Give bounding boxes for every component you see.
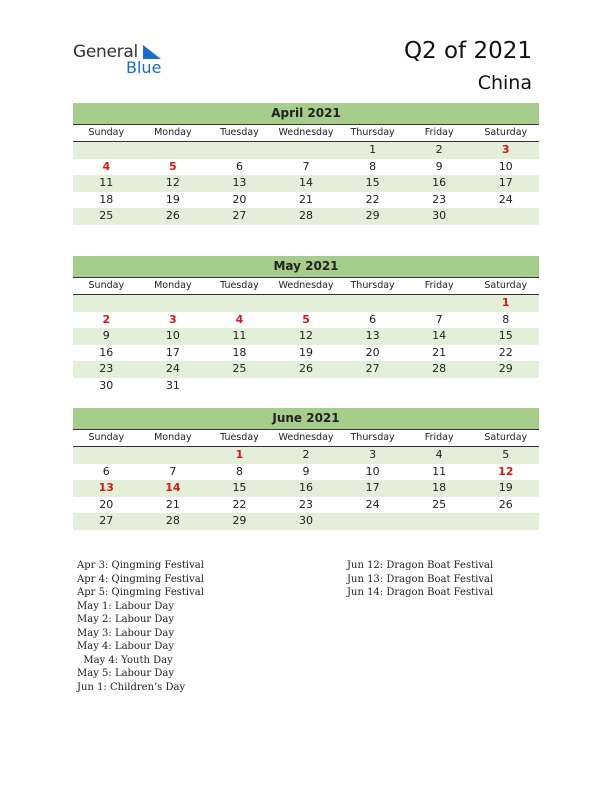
holiday-entry: May 4: Labour Day: [77, 641, 174, 652]
day-cell: 25: [99, 209, 114, 222]
week-row: [73, 159, 539, 176]
day-cell: 28: [165, 514, 180, 527]
weekday-label: Thursday: [350, 432, 395, 443]
day-cell: 11: [232, 329, 247, 342]
day-cell: 15: [365, 176, 380, 189]
day-cell: 8: [502, 312, 510, 326]
day-cell: [273, 378, 340, 395]
day-cell: 30: [99, 378, 114, 392]
day-cell: 3: [369, 448, 377, 461]
day-cell: 24: [498, 192, 513, 206]
day-cell: 18: [432, 481, 447, 494]
weekday-label: Saturday: [484, 127, 528, 138]
day-cell: 13: [232, 176, 247, 189]
month-calendar: [73, 256, 539, 394]
holiday-list-left: [77, 559, 204, 694]
day-cell: 14: [165, 481, 181, 494]
week-row: [73, 513, 539, 530]
day-cell: [206, 378, 273, 395]
day-cell: [273, 142, 340, 159]
day-cell: 26: [299, 362, 314, 375]
day-cell: 20: [365, 345, 380, 359]
day-cell: 21: [165, 497, 180, 511]
day-cell: 30: [299, 514, 314, 527]
weekday-label: Tuesday: [220, 127, 259, 138]
weekday-label: Sunday: [88, 280, 125, 291]
week-row: [73, 328, 539, 345]
day-cell: 10: [365, 464, 380, 478]
month-calendar: [73, 103, 539, 225]
day-cell: 21: [299, 192, 314, 206]
holiday-entry: May 3: Labour Day: [77, 627, 174, 639]
day-cell: [73, 142, 140, 159]
month-title: April 2021: [73, 103, 539, 125]
day-cell: 22: [498, 345, 513, 359]
day-cell: 5: [502, 448, 510, 461]
weekday-label: Friday: [424, 127, 454, 138]
day-cell: 9: [102, 329, 110, 342]
week-row: [73, 142, 539, 159]
weekday-label: Sunday: [88, 432, 125, 443]
day-cell: 26: [498, 497, 513, 511]
day-cell: 17: [498, 176, 513, 189]
day-cell: 6: [235, 159, 243, 173]
day-cell: 1: [369, 143, 377, 156]
weekday-label: Wednesday: [278, 280, 334, 291]
day-cell: 20: [232, 192, 247, 206]
weekday-label: Sunday: [88, 127, 125, 138]
day-cell: 27: [365, 362, 380, 375]
day-cell: 16: [299, 481, 314, 494]
weekday-label: Thursday: [350, 127, 395, 138]
day-cell: 5: [169, 159, 177, 173]
day-cell: 29: [498, 362, 513, 375]
weekday-label: Saturday: [484, 432, 528, 443]
day-cell: 17: [365, 481, 380, 494]
day-cell: 21: [432, 345, 447, 359]
holiday-entry: Apr 4: Qingming Festival: [77, 573, 204, 585]
day-cell: 3: [169, 312, 177, 326]
weekday-label: Saturday: [484, 280, 528, 291]
country-label: China: [477, 72, 532, 94]
day-cell: 16: [99, 345, 114, 359]
weekday-label: Monday: [154, 280, 192, 291]
weekday-label: Tuesday: [220, 432, 259, 443]
holiday-list-right: [347, 559, 493, 600]
day-cell: 12: [498, 464, 514, 478]
month-calendar: [73, 408, 539, 530]
week-row: [73, 192, 539, 209]
day-cell: [339, 295, 406, 312]
day-cell: 7: [435, 312, 443, 326]
day-cell: 2: [302, 448, 310, 461]
day-cell: 23: [299, 497, 314, 511]
week-row: [73, 208, 539, 225]
weekday-header-row: [73, 430, 539, 447]
weekday-header-row: [73, 125, 539, 142]
day-cell: [406, 378, 473, 395]
day-cell: [73, 447, 140, 464]
day-cell: [406, 513, 473, 530]
day-cell: 2: [435, 143, 443, 156]
holiday-entry: May 1: Labour Day: [77, 600, 174, 612]
brand-general-text: General: [73, 42, 138, 62]
day-cell: 29: [365, 209, 380, 222]
holiday-entry: Jun 13: Dragon Boat Festival: [347, 573, 494, 585]
day-cell: 10: [165, 329, 180, 342]
weekday-label: Friday: [424, 280, 454, 291]
weekday-label: Tuesday: [220, 280, 259, 291]
holiday-entry: Jun 1: Children’s Day: [77, 681, 186, 693]
weekday-label: Friday: [424, 432, 454, 443]
day-cell: [472, 208, 539, 225]
day-cell: 25: [232, 362, 247, 375]
day-cell: [339, 513, 406, 530]
week-row: [73, 295, 539, 312]
day-cell: 15: [232, 481, 247, 494]
day-cell: 24: [165, 362, 180, 375]
holiday-entry: Jun 14: Dragon Boat Festival: [347, 587, 494, 598]
day-cell: 24: [365, 497, 380, 511]
day-cell: 27: [232, 209, 247, 222]
day-cell: 13: [365, 329, 380, 342]
holiday-entry: May 4: Youth Day: [77, 654, 173, 666]
day-cell: 11: [99, 176, 114, 189]
day-cell: 6: [102, 464, 110, 478]
day-cell: 23: [432, 192, 447, 206]
day-cell: 3: [501, 143, 510, 156]
day-cell: 7: [302, 159, 310, 173]
day-cell: 22: [232, 497, 247, 511]
day-cell: 6: [369, 312, 377, 326]
weekday-label: Wednesday: [278, 127, 334, 138]
day-cell: 8: [235, 464, 243, 478]
day-cell: [273, 295, 340, 312]
day-cell: [406, 295, 473, 312]
day-cell: 5: [302, 312, 310, 326]
holiday-entry: May 2: Labour Day: [77, 614, 174, 625]
day-cell: 2: [102, 312, 111, 326]
day-cell: [73, 295, 140, 312]
day-cell: 11: [432, 464, 447, 478]
day-cell: 10: [498, 159, 513, 173]
day-cell: 29: [232, 514, 247, 527]
day-cell: 19: [165, 192, 180, 206]
week-row: [73, 497, 539, 514]
weekday-header-row: [73, 278, 539, 295]
holiday-entry: Apr 5: Qingming Festival: [77, 587, 204, 598]
day-cell: [472, 378, 539, 395]
week-row: [73, 464, 539, 481]
day-cell: 12: [165, 176, 180, 189]
day-cell: 17: [165, 345, 180, 359]
brand-blue-text: Blue: [126, 58, 162, 77]
day-cell: 1: [235, 448, 244, 461]
page-title: Q2 of 2021: [403, 38, 532, 64]
day-cell: 28: [432, 362, 447, 375]
day-cell: 31: [165, 378, 180, 392]
week-row: [73, 447, 539, 464]
holiday-entry: May 5: Labour Day: [77, 668, 174, 679]
week-row: [73, 175, 539, 192]
day-cell: 1: [501, 296, 510, 309]
day-cell: [140, 295, 207, 312]
day-cell: 15: [498, 329, 513, 342]
brand-logo: [73, 40, 173, 80]
day-cell: [206, 142, 273, 159]
day-cell: 30: [432, 209, 447, 222]
day-cell: [140, 142, 207, 159]
day-cell: 22: [365, 192, 380, 206]
day-cell: 13: [98, 481, 114, 494]
day-cell: 28: [299, 209, 314, 222]
day-cell: 9: [435, 159, 443, 173]
day-cell: [472, 513, 539, 530]
month-title: June 2021: [73, 408, 539, 430]
day-cell: 27: [99, 514, 114, 527]
week-row: [73, 312, 539, 329]
day-cell: [206, 295, 273, 312]
week-row: [73, 378, 539, 395]
day-cell: 14: [432, 329, 447, 342]
weekday-label: Wednesday: [278, 432, 334, 443]
day-cell: 23: [99, 362, 114, 375]
day-cell: 18: [232, 345, 247, 359]
day-cell: 16: [432, 176, 447, 189]
day-cell: 19: [299, 345, 314, 359]
week-row: [73, 361, 539, 378]
day-cell: 20: [99, 497, 114, 511]
day-cell: 8: [369, 159, 377, 173]
day-cell: 4: [102, 159, 111, 173]
day-cell: 26: [165, 209, 180, 222]
day-cell: 14: [299, 176, 314, 189]
day-cell: 9: [302, 464, 310, 478]
weekday-label: Thursday: [350, 280, 395, 291]
day-cell: 19: [498, 481, 513, 494]
day-cell: [339, 378, 406, 395]
day-cell: [140, 447, 207, 464]
day-cell: 7: [169, 464, 177, 478]
day-cell: 4: [435, 448, 443, 461]
weekday-label: Monday: [154, 127, 192, 138]
holiday-entry: Apr 3: Qingming Festival: [77, 560, 204, 571]
weekday-label: Monday: [154, 432, 192, 443]
day-cell: 18: [99, 192, 114, 206]
day-cell: 25: [432, 497, 447, 511]
day-cell: 12: [299, 329, 314, 342]
day-cell: 4: [235, 312, 244, 326]
week-row: [73, 345, 539, 362]
month-title: May 2021: [73, 256, 539, 278]
holiday-entry: Jun 12: Dragon Boat Festival: [347, 560, 494, 571]
week-row: [73, 480, 539, 497]
